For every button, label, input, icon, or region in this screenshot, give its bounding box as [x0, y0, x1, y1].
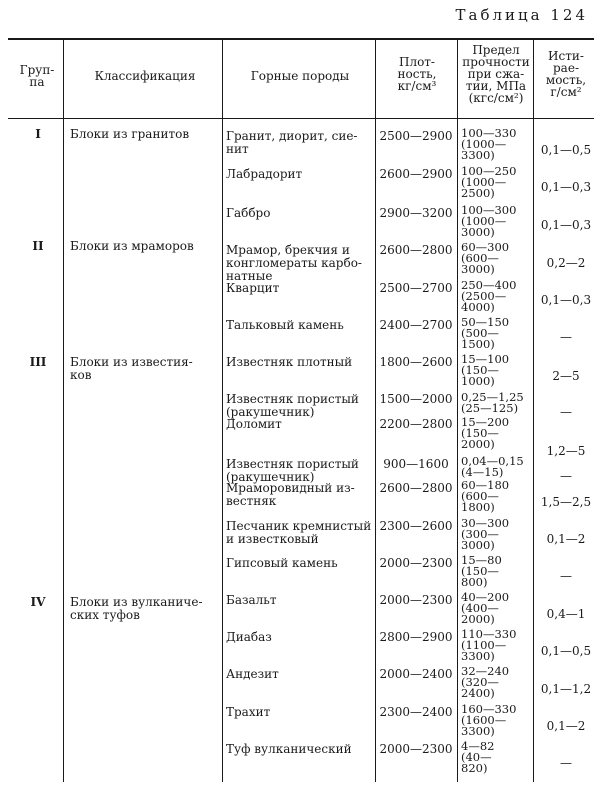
col-divider — [375, 38, 376, 782]
strength-value: 15—100 (150— 1000) — [461, 352, 510, 388]
abrasion-value: 0,1—0,3 — [540, 218, 592, 232]
header-rocks: Горные породы — [250, 69, 350, 83]
abrasion-value: — — [560, 330, 572, 344]
classification: Блоки из гранитов — [70, 127, 190, 141]
strength-value: 30—300 (300— 3000) — [461, 516, 510, 552]
density-value: 2200—2800 — [379, 417, 453, 431]
group-number: II — [32, 239, 44, 253]
rock-type: Кварцит — [226, 281, 280, 295]
strength-value: 110—330 (1100— 3300) — [461, 627, 517, 663]
strength-value: 60—180 (600— 1800) — [461, 478, 510, 514]
rock-type: Гипсовый камень — [226, 556, 338, 570]
rock-type: Тальковый камень — [226, 318, 344, 332]
abrasion-value: 0,1—0,5 — [540, 644, 592, 658]
abrasion-value: — — [560, 569, 572, 583]
abrasion-value: 0,1—2 — [546, 719, 586, 733]
group-number: I — [35, 127, 41, 141]
rock-type: Лабрадорит — [226, 167, 303, 181]
density-value: 2600—2800 — [379, 243, 453, 257]
col-divider — [222, 38, 223, 782]
strength-value: 60—300 (600— 3000) — [461, 240, 510, 276]
rock-type: Диабаз — [226, 630, 272, 644]
abrasion-value: — — [560, 756, 572, 770]
col-divider — [533, 38, 534, 782]
density-value: 2000—2300 — [379, 742, 453, 756]
rock-type: Гранит, диорит, сие- нит — [226, 129, 358, 156]
density-value: 1800—2600 — [379, 355, 453, 369]
density-value: 2000—2400 — [379, 667, 453, 681]
abrasion-value: 1,5—2,5 — [540, 495, 592, 509]
group-number: III — [29, 355, 47, 369]
density-value: 2000—2300 — [379, 556, 453, 570]
density-value: 2600—2800 — [379, 481, 453, 495]
density-value: 2600—2900 — [379, 167, 453, 181]
abrasion-value: 1,2—5 — [546, 444, 586, 458]
header-strength: Предел прочности при сжа- тии, МПа (кгс/см²) — [462, 43, 530, 105]
strength-value: 100—250 (1000— 2500) — [461, 164, 517, 200]
rock-type: Доломит — [226, 417, 282, 431]
header-abrasion: Исти- рае- мость, г/см² — [545, 49, 587, 99]
rock-type: Туф вулканический — [226, 742, 352, 756]
rock-type: Мрамор, брекчия и конгломераты карбо- натные — [226, 243, 362, 283]
header-group: Груп- па — [19, 63, 55, 89]
abrasion-value: 0,2—2 — [546, 256, 586, 270]
strength-value: 4—82 (40— 820) — [461, 739, 495, 775]
abrasion-value: 0,1—1,2 — [540, 682, 592, 696]
abrasion-value: 0,1—2 — [546, 532, 586, 546]
rock-type: Песчаник кремнистый и известковый — [226, 519, 372, 546]
strength-value: 50—150 (500— 1500) — [461, 315, 510, 351]
abrasion-value: 0,1—0,3 — [540, 180, 592, 194]
rock-type: Мраморовидный из- вестняк — [226, 481, 355, 508]
col-divider — [457, 38, 458, 782]
density-value: 1500—2000 — [379, 392, 453, 406]
top-rule — [8, 38, 594, 40]
strength-value: 250—400 (2500— 4000) — [461, 278, 517, 314]
density-value: 2800—2900 — [379, 630, 453, 644]
abrasion-value: 0,4—1 — [546, 607, 586, 621]
classification: Блоки из известия- ков — [70, 355, 193, 382]
strength-value: 100—330 (1000— 3300) — [461, 126, 517, 162]
abrasion-value: 2—5 — [552, 369, 580, 383]
strength-value: 160—330 (1600— 3300) — [461, 702, 517, 738]
header-rule — [8, 118, 594, 119]
table-caption: Таблица 124 — [455, 6, 588, 24]
density-value: 900—1600 — [383, 457, 449, 471]
density-value: 2300—2400 — [379, 705, 453, 719]
classification: Блоки из мраморов — [70, 239, 194, 253]
rock-type: Известняк пористый (ракушечник) — [226, 392, 359, 419]
strength-value: 32—240 (320— 2400) — [461, 664, 510, 700]
abrasion-value: — — [560, 469, 572, 483]
strength-value: 100—300 (1000— 3000) — [461, 203, 517, 239]
abrasion-value: — — [560, 405, 572, 419]
classification: Блоки из вулканиче- ских туфов — [70, 595, 203, 622]
rock-type: Габбро — [226, 206, 271, 220]
strength-value: 15—200 (150— 2000) — [461, 415, 510, 451]
abrasion-value: 0,1—0,3 — [540, 293, 592, 307]
rock-type: Трахит — [226, 705, 271, 719]
strength-value: 0,25—1,25 (25—125) — [461, 390, 524, 415]
rock-type: Известняк плотный — [226, 355, 353, 369]
density-value: 2300—2600 — [379, 519, 453, 533]
density-value: 2500—2900 — [379, 129, 453, 143]
strength-value: 0,04—0,15 (4—15) — [461, 454, 524, 479]
density-value: 2400—2700 — [379, 318, 453, 332]
col-divider — [63, 38, 64, 782]
header-density: Плот- ность, кг/см³ — [397, 55, 437, 93]
group-number: IV — [30, 595, 46, 609]
density-value: 2500—2700 — [379, 281, 453, 295]
strength-value: 15—80 (150— 800) — [461, 553, 502, 589]
rock-type: Известняк пористый (ракушечник) — [226, 457, 359, 484]
abrasion-value: 0,1—0,5 — [540, 143, 592, 157]
density-value: 2000—2300 — [379, 593, 453, 607]
rock-type: Андезит — [226, 667, 279, 681]
header-classification: Классификация — [94, 69, 196, 83]
strength-value: 40—200 (400— 2000) — [461, 590, 510, 626]
density-value: 2900—3200 — [379, 206, 453, 220]
rock-type: Базальт — [226, 593, 277, 607]
